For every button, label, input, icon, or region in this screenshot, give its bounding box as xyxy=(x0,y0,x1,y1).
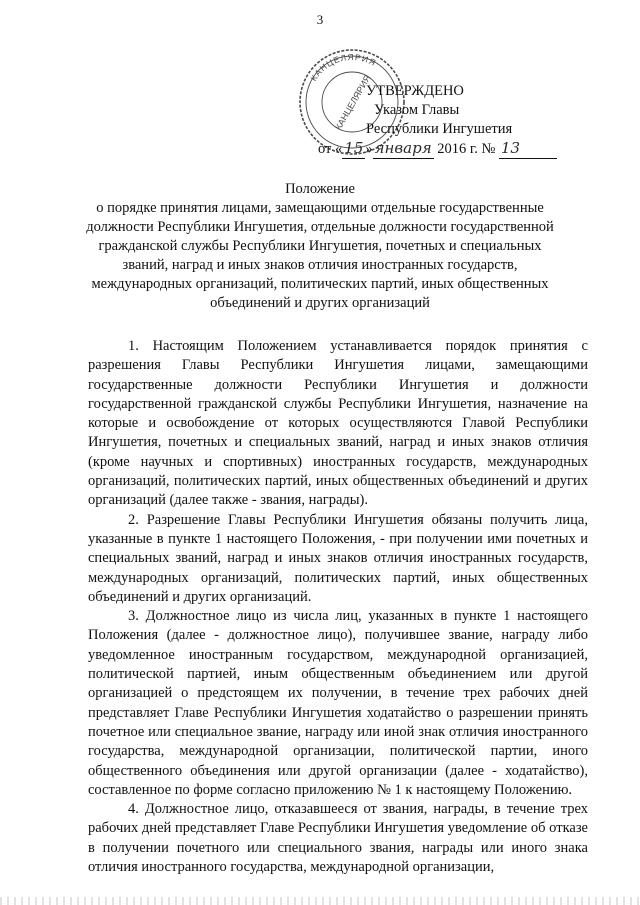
approval-block xyxy=(318,82,618,159)
title-subtitle-line: должности Республики Ингушетия, отдельные должности государственной xyxy=(86,219,554,235)
title-subtitle-line: о порядке принятия лицами, замещающими отдельные государственные xyxy=(96,200,544,216)
paragraph-1: 1. Настоящим Положением устанавливается порядок принятия с разрешения Главы Республики Ингушетия лицами, замещающими государственные должности Республики Ингушетия и должности государственной гражданской службы Республики Ингушетия, назначение на которые и освобождение от которых осуществляются Главой Республики Ингушетия, почетных и специальных званий, наград и иных знаков отличия (кроме научных и спортивных) иностранных государств, международных организаций, политических партий, иных общественных объединений и других организаций (далее также - звания, награды). xyxy=(88,338,588,509)
date-mid: » xyxy=(365,141,373,157)
paragraph-4: 4. Должностное лицо, отказавшееся от звания, награды, в течение трех рабочих дней представляет Главе Республики Ингушетия уведомление об отказе в получении почетного или специального звания, награды или иного знака отличия иностранного государства, международной организации, xyxy=(88,801,588,876)
paragraph-3: 3. Должностное лицо из числа лиц, указанных в пункте 1 настоящего Положения (далее - должностное лицо), получившее звание, награду либо уведомленное иностранным государством, международной организацией, политической партией, иным общественным объединением или другой организацией о предстоящем их получении, в течение трех рабочих дней представляет Главе Республики Ингушетия ходатайство о разрешении принять почетное или специальное звание, награду или иной знак отличия иностранного государства, международной организации, политической партии, иного общественного объединения или другой организации (далее - ходатайство), составленное по форме согласно приложению № 1 к настоящему Положению. xyxy=(88,608,588,798)
approval-republic: Республики Ингушетия xyxy=(366,121,513,137)
stamp-text: КАНЦЕЛЯРИЯ xyxy=(308,51,379,83)
page-number: 3 xyxy=(316,12,324,27)
stamp-inner-text: КАНЦЕЛЯРИЯ xyxy=(333,73,373,132)
approval-decree: Указом Главы xyxy=(374,102,460,118)
title-subtitle-line: гражданской службы Республики Ингушетия, почетных и специальных xyxy=(98,238,542,254)
document-title xyxy=(70,180,570,313)
document-body xyxy=(88,337,588,877)
title-heading: Положение xyxy=(285,181,355,197)
date-year: 2016 г. № xyxy=(433,141,499,157)
date-day: 15 xyxy=(344,139,364,157)
approval-date-line xyxy=(318,139,618,159)
approval-title: УТВЕРЖДЕНО xyxy=(366,83,464,99)
title-subtitle-line: объединений и других организаций xyxy=(210,295,430,311)
title-subtitle-line: званий, наград и иных знаков отличия иностранных государств, xyxy=(122,257,518,273)
decree-number: 13 xyxy=(499,139,557,159)
paragraph-2: 2. Разрешение Главы Республики Ингушетия обязаны получить лица, указанные в пункте 1 настоящего Положения, - при получении ими почетных и специальных званий, наград и иных знаков отличия иностранных государств, международных организаций, политических партий, иных общественных объединений и других организаций. xyxy=(88,511,588,605)
title-subtitle-line: международных организаций, политических партий, иных общественных xyxy=(91,276,549,292)
date-prefix: от « xyxy=(318,141,343,157)
scan-edge-artifact xyxy=(0,897,640,905)
date-month: января xyxy=(374,139,432,157)
